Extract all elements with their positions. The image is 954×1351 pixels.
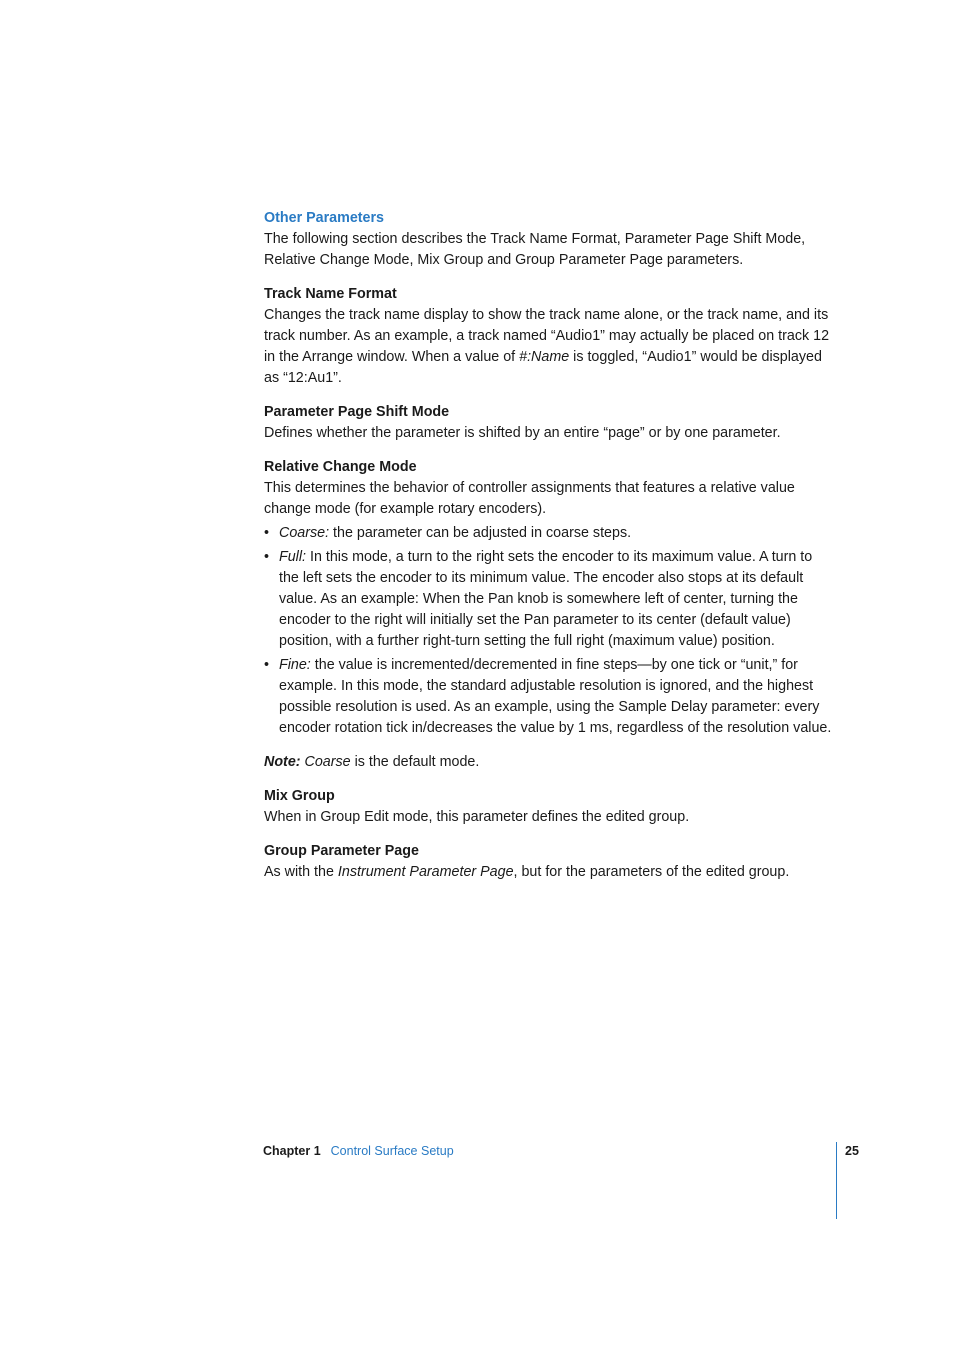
list-item-text: the value is incremented/decremented in fine steps—by one tick or “unit,” for example. In this mode, the standard adjustable resolution is ignored, and the highest possible resolution is used. As an example, using the Sample Delay parameter: every encoder rotation tick in/decreases the value by 1 ms, regardless of the resolution value. bbox=[279, 657, 832, 736]
list-item-term: Full: bbox=[279, 549, 307, 565]
mix-group-text: When in Group Edit mode, this parameter defines the edited group. bbox=[264, 809, 690, 825]
group-parameter-page-heading: Group Parameter Page bbox=[264, 843, 419, 859]
footer-divider bbox=[836, 1142, 837, 1219]
parameter-page-shift-mode-text: Defines whether the parameter is shifted by an entire “page” or by one parameter. bbox=[264, 425, 781, 441]
relative-change-mode-heading: Relative Change Mode bbox=[264, 459, 417, 475]
note-term: Coarse bbox=[304, 754, 351, 770]
list-item-text: the parameter can be adjusted in coarse steps. bbox=[329, 525, 632, 541]
track-name-format-text bbox=[264, 305, 834, 389]
list-item-fine bbox=[264, 655, 834, 739]
section-title: Other Parameters bbox=[264, 210, 384, 226]
track-name-format-section bbox=[264, 284, 834, 389]
page-content bbox=[264, 208, 834, 896]
group-parameter-page-text-2: , but for the parameters of the edited group. bbox=[513, 864, 790, 880]
relative-change-mode-text: This determines the behavior of controller assignments that features a relative value change mode (for example rotary encoders). bbox=[264, 480, 795, 517]
page-footer bbox=[263, 1142, 454, 1160]
mix-group-section bbox=[264, 786, 834, 828]
group-parameter-page-text bbox=[264, 862, 834, 883]
note-body: is the default mode. bbox=[350, 754, 480, 770]
footer-chapter: Chapter 1 bbox=[263, 1144, 321, 1158]
list-item-term: Coarse: bbox=[279, 525, 330, 541]
track-name-format-italic: #:Name bbox=[519, 349, 570, 365]
track-name-format-text-2: is toggled, “Audio1” would be displayed as “12:Au1”. bbox=[264, 349, 822, 386]
list-item-coarse bbox=[264, 523, 834, 544]
bullet-icon: • bbox=[264, 657, 270, 673]
list-item-full bbox=[264, 547, 834, 652]
group-parameter-page-italic: Instrument Parameter Page bbox=[337, 864, 514, 880]
note-text bbox=[264, 752, 834, 773]
note-label: Note: bbox=[264, 754, 301, 770]
bullet-icon: • bbox=[264, 549, 270, 565]
other-parameters-section bbox=[264, 208, 834, 271]
parameter-page-shift-mode-heading: Parameter Page Shift Mode bbox=[264, 404, 450, 420]
mix-group-heading: Mix Group bbox=[264, 788, 335, 804]
note-section bbox=[264, 752, 834, 773]
list-item-term: Fine: bbox=[279, 657, 311, 673]
relative-change-mode-section bbox=[264, 457, 834, 739]
track-name-format-text-1: Changes the track name display to show the track name alone, or the track name, and its track number. As an example, a track named “Audio1” may actually be placed on track 12 in the Arrange window. When a value of bbox=[264, 307, 830, 365]
group-parameter-page-text-1: As with the bbox=[264, 864, 338, 880]
page-number: 25 bbox=[845, 1144, 859, 1158]
list-item-text: In this mode, a turn to the right sets the encoder to its maximum value. A turn to the left sets the encoder to its minimum value. The encoder also stops at its default value. As an example: When the Pan knob is somewhere left of center, turning the encoder to the right will initially set the Pan parameter to its center (default value) position, with a further right-turn setting the full right (maximum value) position. bbox=[279, 549, 813, 649]
group-parameter-page-section bbox=[264, 841, 834, 883]
relative-change-mode-list bbox=[264, 523, 834, 739]
track-name-format-heading: Track Name Format bbox=[264, 286, 397, 302]
section-intro: The following section describes the Track Name Format, Parameter Page Shift Mode, Relative Change Mode, Mix Group and Group Parameter Page parameters. bbox=[264, 231, 806, 268]
bullet-icon: • bbox=[264, 525, 270, 541]
parameter-page-shift-mode-section bbox=[264, 402, 834, 444]
footer-chapter-title: Control Surface Setup bbox=[330, 1144, 454, 1158]
